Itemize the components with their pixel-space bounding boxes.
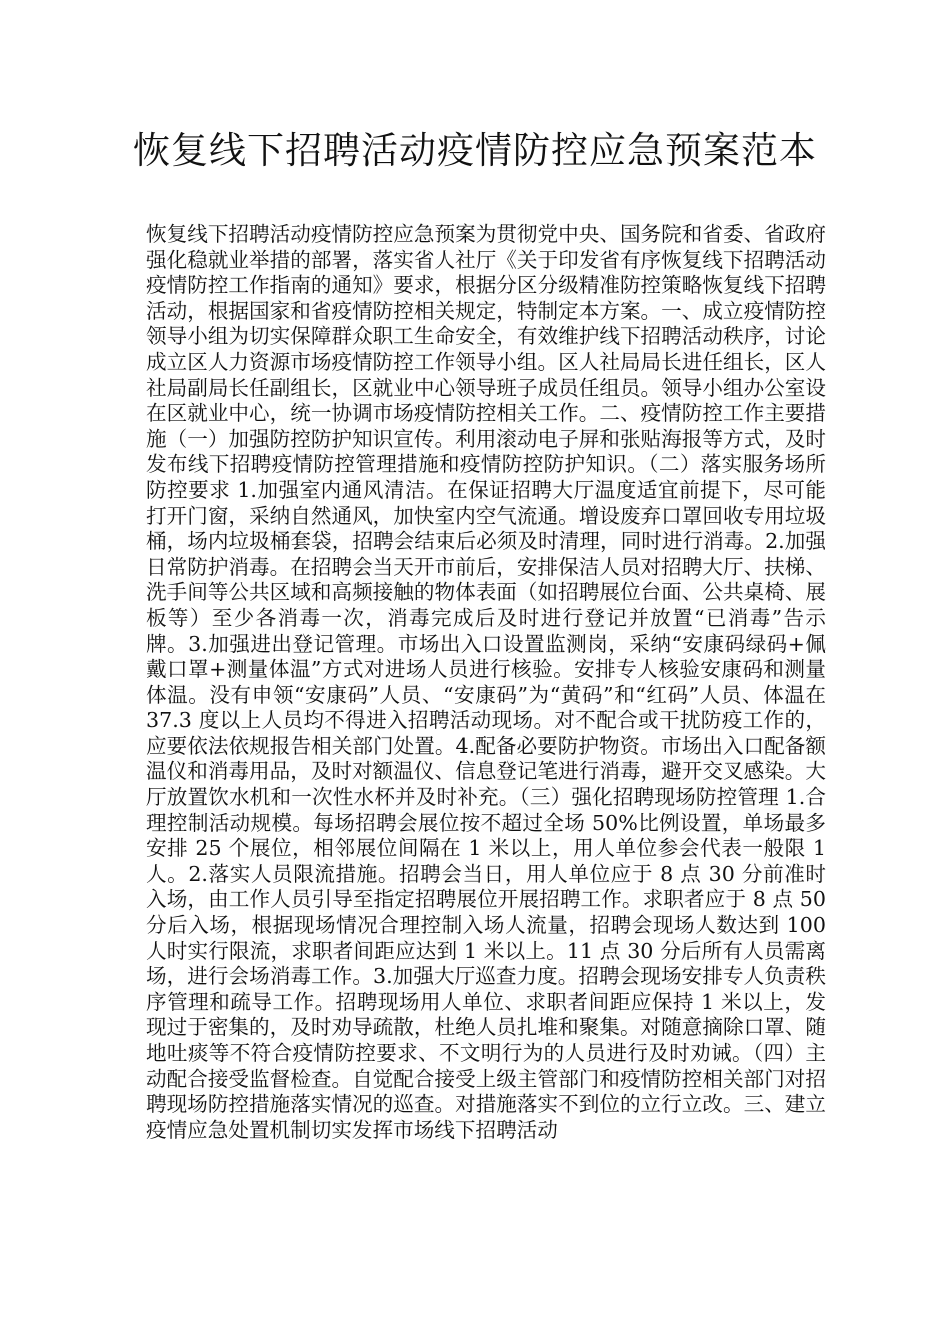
document-body: 恢复线下招聘活动疫情防控应急预案为贯彻党中央、国务院和省委、省政府强化稳就业举措的部署，落实省人社厅《关于印发省有序恢复线下招聘活动疫情防控工作指南的通知》要求，根据分区分级精准防控策略恢复线下招聘活动，根据国家和省疫情防控相关规定，特制定本方案。一、成立疫情防控领导小组为切实保障群众职工生命安全，有效维护线下招聘活动秩序，讨论成立区人力资源市场疫情防控工作领导小组。区人社局局长进任组长，区人社局副局长任副组长，区就业中心领导班子成员任组员。领导小组办公室设在区就业中心，统一协调市场疫情防控相关工作。二、疫情防控工作主要措施（一）加强防控防护知识宣传。利用滚动电子屏和张贴海报等方式，及时发布线下招聘疫情防控管理措施和疫情防控防护知识。（二）落实服务场所防控要求 1.加强室内通风清洁。在保证招聘大厅温度适宜前提下，尽可能打开门窗，采纳自然通风，加快室内空气流通。增设废弃口罩回收专用垃圾桶，场内垃圾桶套袋，招聘会结束后必须及时清理，同时进行消毒。2.加强日常防护消毒。在招聘会当天开市前后，安排保洁人员对招聘大厅、扶梯、洗手间等公共区域和高频接触的物体表面（如招聘展位台面、公共桌椅、展板等）至少各消毒一次，消毒完成后及时进行登记并放置“已消毒”告示牌。3.加强进出登记管理。市场出入口设置监测岗，采纳“安康码绿码+佩戴口罩+测量体温”方式对进场人员进行核验。安排专人核验安康码和测量体温。没有申领“安康码”人员、“安康码”为“黄码”和“红码”人员、体温在 37.3 度以上人员均不得进入招聘活动现场。对不配合或干扰防疫工作的，应要依法依规报告相关部门处置。4.配备必要防护物资。市场出入口配备额温仪和消毒用品，及时对额温仪、信息登记笔进行消毒，避开交叉感染。大厅放置饮水机和一次性水杯并及时补充。（三）强化招聘现场防控管理 1.合理控制活动规模。每场招聘会展位按不超过全场 50%比例设置，单场最多安排 25 个展位，相邻展位间隔在 1 米以上，用人单位参会代表一般限 1 人。2.落实人员限流措施。招聘会当日，用人单位应于 8 点 30 分前准时入场，由工作人员引导至指定招聘展位开展招聘工作。求职者应于 8 点 50 分后入场，根据现场情况合理控制入场人流量，招聘会现场人数达到 100 人时实行限流，求职者间距应达到 1 米以上。11 点 30 分后所有人员需离场，进行会场消毒工作。3.加强大厅巡查力度。招聘会现场安排专人负责秩序管理和疏导工作。招聘现场用人单位、求职者间距应保持 1 米以上，发现过于密集的，及时劝导疏散，杜绝人员扎堆和聚集。对随意摘除口罩、随地吐痰等不符合疫情防控要求、不文明行为的人员进行及时劝诫。（四）主动配合接受监督检查。自觉配合接受上级主管部门和疫情防控相关部门对招聘现场防控措施落实情况的巡查。对措施落实不到位的立行立改。三、建立疫情应急处置机制切实发挥市场线下招聘活动	[146, 222, 826, 1142]
document-title: 恢复线下招聘活动疫情防控应急预案范本	[133, 129, 817, 172]
